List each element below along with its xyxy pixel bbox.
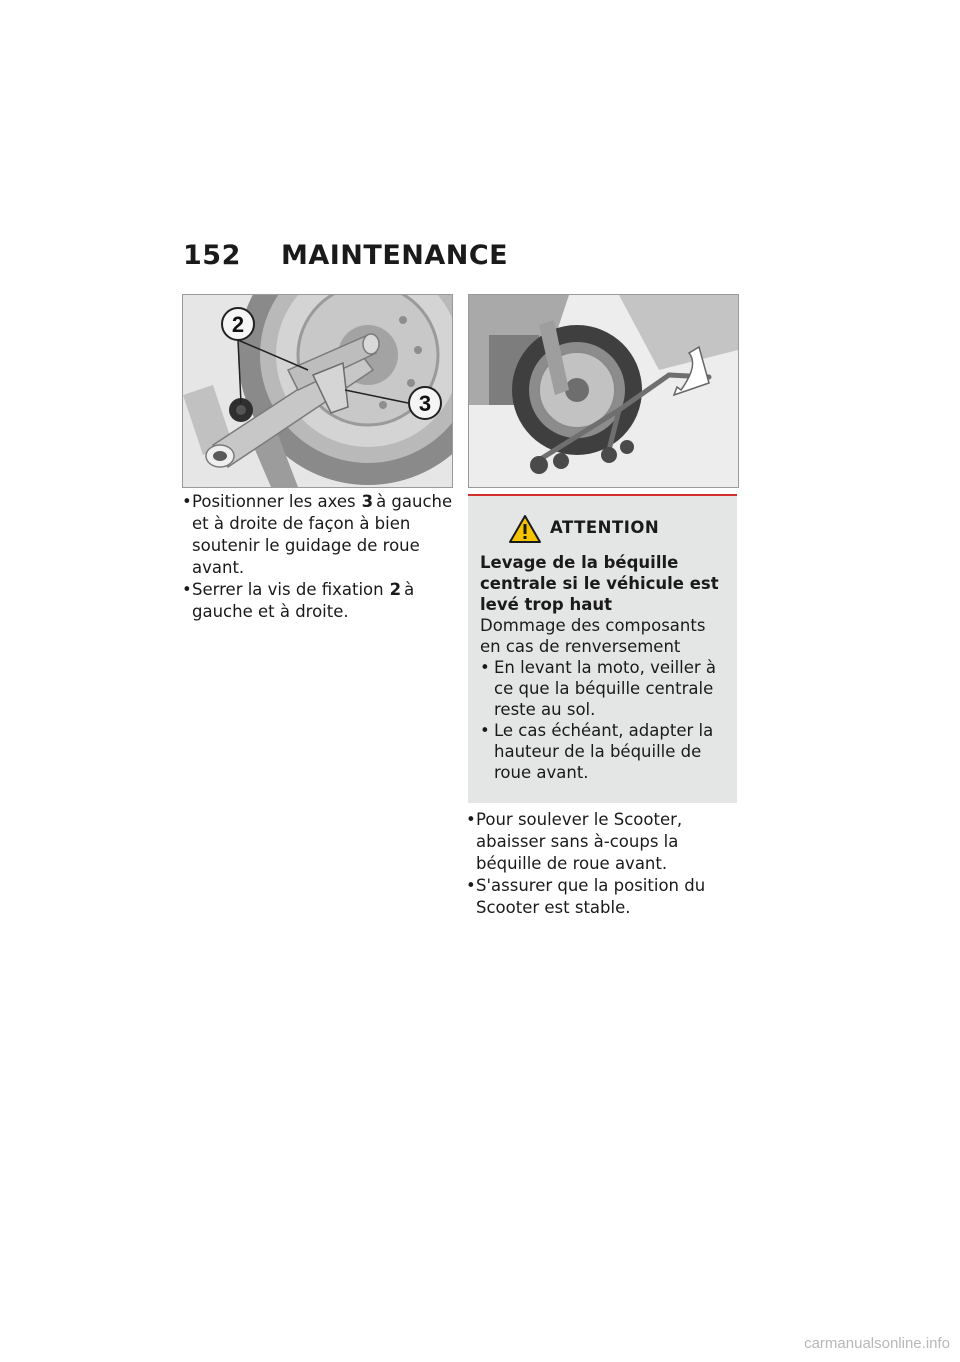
right-instructions [466, 809, 738, 919]
list-item [466, 875, 738, 919]
bullet-icon: • [466, 810, 476, 829]
bullet-icon: • [480, 658, 490, 677]
lifting-scooter-illustration [469, 295, 738, 487]
callout-label-3: 3 [418, 391, 432, 416]
warning-item-text: En levant la moto, veiller à ce que la béquille centrale reste au sol. [494, 658, 717, 719]
warning-item-text: Le cas échéant, adapter la hauteur de la béquille de roue avant. [494, 721, 714, 782]
reference-number: 3 [361, 492, 374, 511]
step-text-before: Positionner les axes [192, 492, 356, 511]
figure-stand-axes [182, 294, 453, 488]
step-text-after: à gauche et à droite de façon à bien soutenir le guidage de roue avant. [192, 492, 453, 577]
list-item [480, 720, 730, 783]
bullet-icon: • [466, 876, 476, 895]
figure-lifting-scooter [468, 294, 739, 488]
bullet-icon: • [182, 492, 192, 511]
page-header [183, 240, 508, 271]
step-text-after: à gauche et à droite. [192, 580, 415, 621]
stand-axes-illustration [183, 295, 452, 487]
warning-triangle-icon [508, 514, 542, 544]
list-item [480, 657, 730, 720]
warning-heading: Levage de la béquille centrale si le véhicule est levé trop haut [480, 553, 719, 614]
step-text: Pour soulever le Scooter, abaisser sans à-coups la béquille de roue avant. [476, 810, 683, 873]
left-instructions [182, 491, 454, 623]
list-item [466, 809, 738, 875]
step-text: S'assurer que la position du Scooter est stable. [476, 876, 706, 917]
bullet-icon: • [182, 580, 192, 599]
warning-consequence: Dommage des composants en cas de renversement [480, 616, 706, 656]
watermark: carmanualsonline.info [804, 1335, 950, 1352]
warning-body [480, 552, 730, 783]
page-number: 152 [183, 240, 241, 271]
list-item [182, 579, 454, 623]
list-item [182, 491, 454, 579]
warning-title: ATTENTION [550, 518, 660, 537]
bullet-icon: • [480, 721, 490, 740]
step-text-before: Serrer la vis de fixation [192, 580, 384, 599]
section-title: MAINTENANCE [281, 240, 509, 271]
warning-box [468, 494, 737, 803]
callout-label-2: 2 [231, 312, 245, 337]
reference-number: 2 [389, 580, 402, 599]
